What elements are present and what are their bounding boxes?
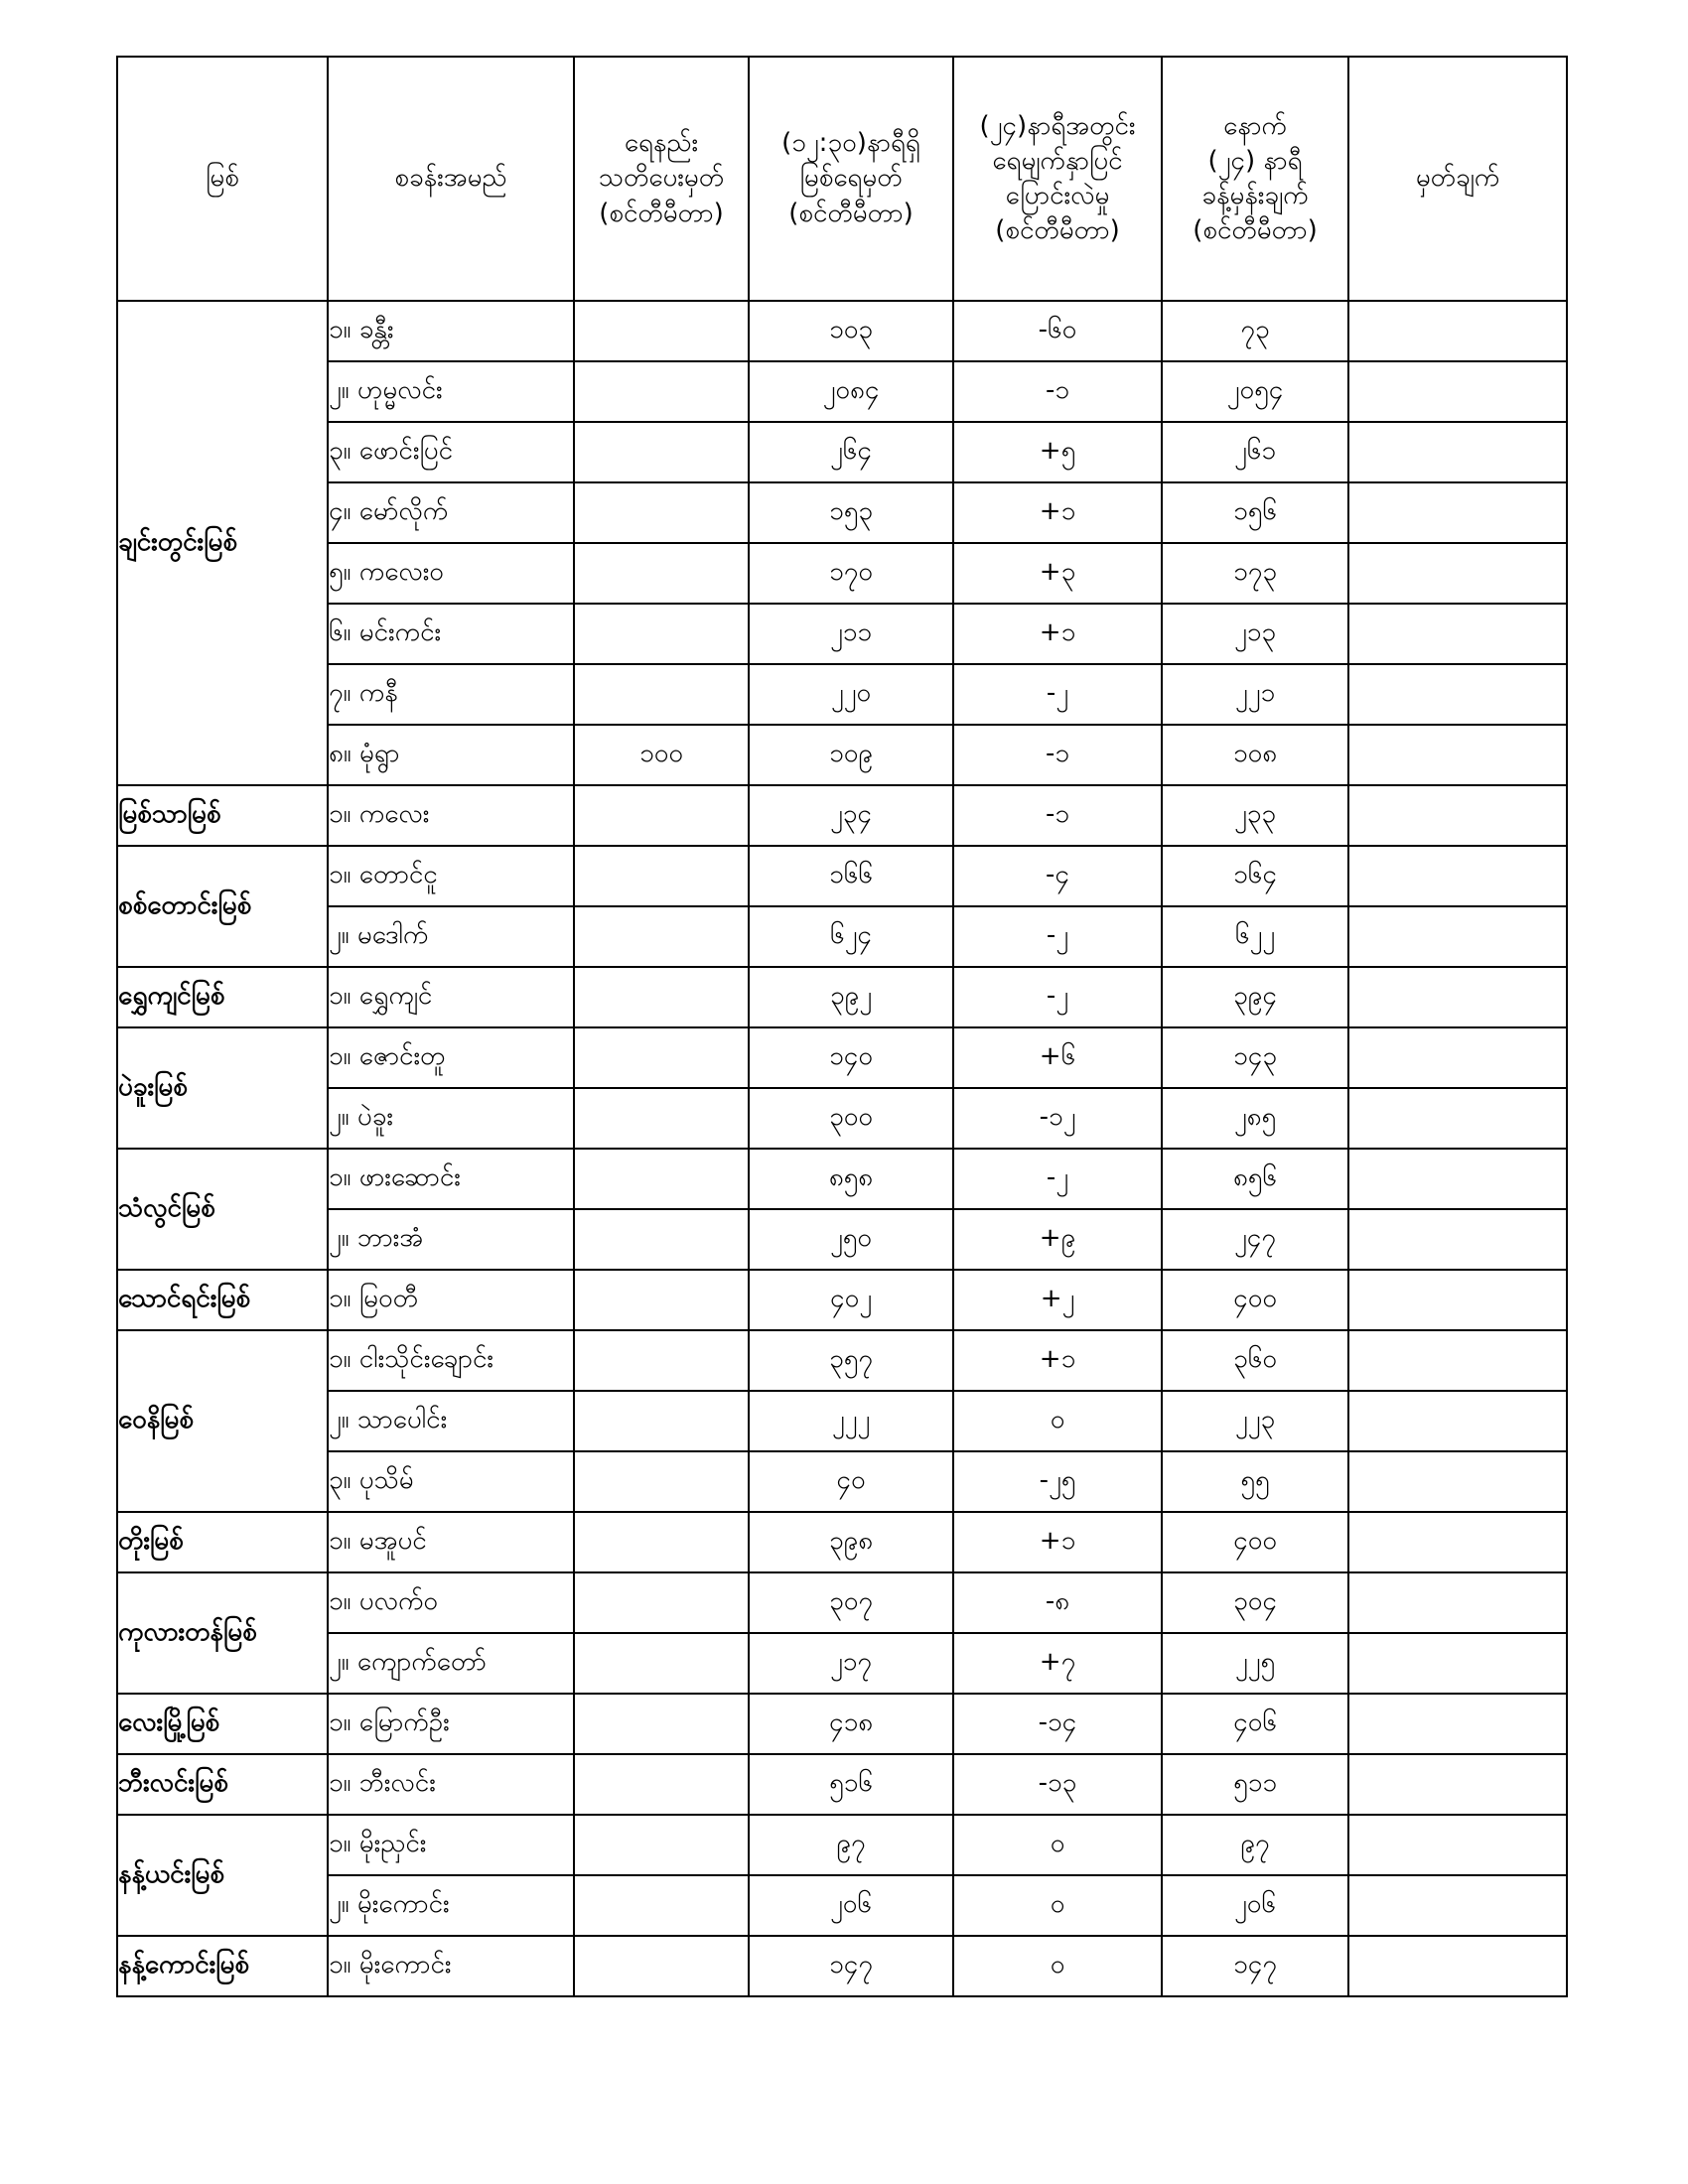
low-warning-cell: [574, 1512, 749, 1572]
river-level-table: [116, 56, 1568, 1997]
forecast-cell: ၂၂၅: [1162, 1633, 1348, 1694]
table-row: [117, 1936, 1567, 1996]
forecast-cell: ၂၂၁: [1162, 664, 1348, 725]
table-row: [117, 1027, 1567, 1088]
forecast-cell: ၁၄၃: [1162, 1027, 1348, 1088]
water-level-cell: ၄၀၂: [749, 1270, 953, 1330]
remark-cell: [1348, 482, 1567, 543]
level-change-cell: -၂: [953, 967, 1162, 1027]
forecast-cell: ၁၀၈: [1162, 725, 1348, 785]
forecast-cell: ၄၀၀: [1162, 1512, 1348, 1572]
table-row: [117, 1088, 1567, 1149]
header-text-line: (စင်တီမီတာ): [599, 198, 724, 228]
remark-cell: [1348, 1512, 1567, 1572]
remark-cell: [1348, 361, 1567, 422]
forecast-cell: ၂၁၃: [1162, 604, 1348, 664]
level-change-cell: -၄: [953, 846, 1162, 906]
low-warning-cell: ၁၀၀: [574, 725, 749, 785]
remark-cell: [1348, 422, 1567, 482]
low-warning-cell: [574, 1694, 749, 1754]
forecast-cell: ၁၅၆: [1162, 482, 1348, 543]
low-warning-cell: [574, 846, 749, 906]
level-change-cell: ၀: [953, 1875, 1162, 1936]
level-change-cell: +၁: [953, 482, 1162, 543]
header-text-line: သတိပေးမှတ်: [598, 163, 725, 194]
level-change-cell: +၇: [953, 1633, 1162, 1694]
low-warning-cell: [574, 1633, 749, 1694]
station-name-cell: ၂။ မဒေါက်: [328, 906, 574, 967]
river-name-cell: ရွှေကျင်မြစ်: [117, 967, 328, 1027]
remark-cell: [1348, 846, 1567, 906]
level-change-cell: +၃: [953, 543, 1162, 604]
station-name-cell: ၃။ ဖောင်းပြင်: [328, 422, 574, 482]
remark-cell: [1348, 1572, 1567, 1633]
station-name-cell: ၁။ ဖားဆောင်း: [328, 1149, 574, 1209]
header-text-line: ပြောင်းလဲမှု: [1005, 181, 1110, 210]
level-change-cell: -၆၀: [953, 301, 1162, 361]
level-change-cell: +၁: [953, 1512, 1162, 1572]
header-station: [328, 57, 574, 301]
table-row: [117, 1815, 1567, 1875]
remark-cell: [1348, 1209, 1567, 1270]
table-row: [117, 361, 1567, 422]
forecast-cell: ၉၇: [1162, 1815, 1348, 1875]
table-row: [117, 1270, 1567, 1330]
station-name-cell: ၂။ သာပေါင်း: [328, 1391, 574, 1451]
table-row: [117, 906, 1567, 967]
header-text-line: စခန်းအမည်: [394, 163, 507, 194]
station-name-cell: ၁။ ရွှေကျင်: [328, 967, 574, 1027]
level-change-cell: -၈: [953, 1572, 1162, 1633]
table-row: [117, 725, 1567, 785]
header-low-warning: [574, 57, 749, 301]
forecast-cell: ၃၉၄: [1162, 967, 1348, 1027]
level-change-cell: -၂၅: [953, 1451, 1162, 1512]
low-warning-cell: [574, 1754, 749, 1815]
forecast-cell: ၇၃: [1162, 301, 1348, 361]
station-name-cell: ၂။ ကျောက်တော်: [328, 1633, 574, 1694]
table-row: [117, 664, 1567, 725]
station-name-cell: ၇။ ကနီ: [328, 664, 574, 725]
low-warning-cell: [574, 1149, 749, 1209]
water-level-cell: ၂၁၇: [749, 1633, 953, 1694]
water-level-cell: ၁၇၀: [749, 543, 953, 604]
table-row: [117, 482, 1567, 543]
header-text-line: မှတ်ချက်: [1415, 163, 1500, 194]
remark-cell: [1348, 1633, 1567, 1694]
water-level-cell: ၁၀၃: [749, 301, 953, 361]
station-name-cell: ၁။ မိုးညှင်း: [328, 1815, 574, 1875]
remark-cell: [1348, 1270, 1567, 1330]
river-name-cell: တိုးမြစ်: [117, 1512, 328, 1572]
table-row: [117, 785, 1567, 846]
level-change-cell: ၀: [953, 1936, 1162, 1996]
forecast-cell: ၆၂၂: [1162, 906, 1348, 967]
remark-cell: [1348, 1936, 1567, 1996]
forecast-cell: ၃၀၄: [1162, 1572, 1348, 1633]
low-warning-cell: [574, 1451, 749, 1512]
water-level-cell: ၁၀၉: [749, 725, 953, 785]
table-row: [117, 422, 1567, 482]
forecast-cell: ၁၆၄: [1162, 846, 1348, 906]
station-name-cell: ၁။ မအူပင်: [328, 1512, 574, 1572]
level-change-cell: +၆: [953, 1027, 1162, 1088]
table-row: [117, 301, 1567, 361]
forecast-cell: ၅၅: [1162, 1451, 1348, 1512]
station-name-cell: ၃။ ပုသိမ်: [328, 1451, 574, 1512]
river-name-cell: နန့်ယင်းမြစ်: [117, 1815, 328, 1936]
river-name-cell: သောင်ရင်းမြစ်: [117, 1270, 328, 1330]
forecast-cell: ၂၆၁: [1162, 422, 1348, 482]
table-row: [117, 1754, 1567, 1815]
level-change-cell: +၁: [953, 1330, 1162, 1391]
level-change-cell: +၁: [953, 604, 1162, 664]
remark-cell: [1348, 1149, 1567, 1209]
forecast-cell: ၂၃၃: [1162, 785, 1348, 846]
forecast-cell: ၂၈၅: [1162, 1088, 1348, 1149]
low-warning-cell: [574, 1270, 749, 1330]
station-name-cell: ၁။ မြောက်ဦး: [328, 1694, 574, 1754]
table-row: [117, 1512, 1567, 1572]
water-level-cell: ၁၄၇: [749, 1936, 953, 1996]
level-change-cell: ၀: [953, 1815, 1162, 1875]
station-name-cell: ၁။ မိုးကောင်း: [328, 1936, 574, 1996]
water-level-cell: ၁၆၆: [749, 846, 953, 906]
forecast-cell: ၄၀၀: [1162, 1270, 1348, 1330]
header-24h-change: [953, 57, 1162, 301]
table-row: [117, 1209, 1567, 1270]
forecast-cell: ၂၄၇: [1162, 1209, 1348, 1270]
river-name-cell: ဝေနိမြစ်: [117, 1330, 328, 1512]
low-warning-cell: [574, 785, 749, 846]
header-text-line: ခန့်မှန်းချက်: [1201, 181, 1309, 210]
level-change-cell: -၁၃: [953, 1754, 1162, 1815]
water-level-cell: ၂၅၀: [749, 1209, 953, 1270]
river-name-cell: ပဲခူးမြစ်: [117, 1027, 328, 1149]
header-text-line: (စင်တီမီတာ): [788, 198, 914, 228]
level-change-cell: +၅: [953, 422, 1162, 482]
water-level-cell: ၁၄၀: [749, 1027, 953, 1088]
forecast-cell: ၃၆၀: [1162, 1330, 1348, 1391]
station-name-cell: ၁။ မြဝတီ: [328, 1270, 574, 1330]
remark-cell: [1348, 967, 1567, 1027]
forecast-cell: ၂၀၆: [1162, 1875, 1348, 1936]
header-river: [117, 57, 328, 301]
station-name-cell: ၂။ ပဲခူး: [328, 1088, 574, 1149]
table-row: [117, 1633, 1567, 1694]
low-warning-cell: [574, 543, 749, 604]
low-warning-cell: [574, 604, 749, 664]
water-level-cell: ၄၀: [749, 1451, 953, 1512]
low-warning-cell: [574, 1209, 749, 1270]
header-text-line: ရေမျက်နှာပြင်: [992, 145, 1123, 176]
station-name-cell: ၄။ မော်လိုက်: [328, 482, 574, 543]
water-level-cell: ၈၅၈: [749, 1149, 953, 1209]
remark-cell: [1348, 664, 1567, 725]
table-row: [117, 604, 1567, 664]
table-row: [117, 1391, 1567, 1451]
level-change-cell: -၁: [953, 785, 1162, 846]
low-warning-cell: [574, 1391, 749, 1451]
water-level-cell: ၂၃၄: [749, 785, 953, 846]
remark-cell: [1348, 906, 1567, 967]
station-name-cell: ၁။ ပလက်ဝ: [328, 1572, 574, 1633]
water-level-cell: ၂၂၀: [749, 664, 953, 725]
remark-cell: [1348, 543, 1567, 604]
remark-cell: [1348, 604, 1567, 664]
forecast-cell: ၅၁၁: [1162, 1754, 1348, 1815]
header-text-line: (စင်တီမီတာ): [1193, 215, 1318, 246]
water-level-cell: ၉၇: [749, 1815, 953, 1875]
water-level-cell: ၃၉၈: [749, 1512, 953, 1572]
river-name-cell: မြစ်သာမြစ်: [117, 785, 328, 846]
station-name-cell: ၁။ ငါးသိုင်းချောင်း: [328, 1330, 574, 1391]
station-name-cell: ၆။ မင်းကင်း: [328, 604, 574, 664]
remark-cell: [1348, 1391, 1567, 1451]
river-name-cell: ကုလားတန်မြစ်: [117, 1572, 328, 1694]
low-warning-cell: [574, 482, 749, 543]
water-level-cell: ၃၀၇: [749, 1572, 953, 1633]
station-name-cell: ၂။ ဘားအံ: [328, 1209, 574, 1270]
header-text-line: မြစ်ရေမှတ်: [799, 163, 903, 194]
table-row: [117, 846, 1567, 906]
header-current-level: [749, 57, 953, 301]
river-name-cell: ချင်းတွင်းမြစ်: [117, 301, 328, 785]
remark-cell: [1348, 1694, 1567, 1754]
header-text-line: (၂၄)နာရီအတွင်း: [979, 110, 1136, 141]
river-name-cell: နန့်ကောင်းမြစ်: [117, 1936, 328, 1996]
water-level-cell: ၃၉၂: [749, 967, 953, 1027]
forecast-cell: ၈၅၆: [1162, 1149, 1348, 1209]
station-name-cell: ၁။ ဇောင်းတူ: [328, 1027, 574, 1088]
level-change-cell: -၂: [953, 1149, 1162, 1209]
header-text-line: (စင်တီမီတာ): [995, 215, 1120, 246]
header-24h-forecast: [1162, 57, 1348, 301]
header-text-line: နောက်: [1223, 110, 1287, 141]
header-text-line: ရေနည်း: [624, 128, 699, 159]
table-row: [117, 1875, 1567, 1936]
low-warning-cell: [574, 301, 749, 361]
low-warning-cell: [574, 664, 749, 725]
station-name-cell: ၂။ မိုးကောင်း: [328, 1875, 574, 1936]
level-change-cell: -၂: [953, 664, 1162, 725]
low-warning-cell: [574, 361, 749, 422]
water-level-cell: ၂၀၆: [749, 1875, 953, 1936]
station-name-cell: ၁။ ခန္တီး: [328, 301, 574, 361]
low-warning-cell: [574, 1330, 749, 1391]
forecast-cell: ၂၀၅၄: [1162, 361, 1348, 422]
remark-cell: [1348, 301, 1567, 361]
water-level-cell: ၃၅၇: [749, 1330, 953, 1391]
header-text-line: မြစ်: [206, 163, 239, 194]
table-body: [117, 301, 1567, 1996]
water-level-cell: ၂၀၈၄: [749, 361, 953, 422]
low-warning-cell: [574, 1875, 749, 1936]
station-name-cell: ၈။ မုံရွာ: [328, 725, 574, 785]
table-row: [117, 1451, 1567, 1512]
low-warning-cell: [574, 1572, 749, 1633]
low-warning-cell: [574, 967, 749, 1027]
station-name-cell: ၁။ ကလေး: [328, 785, 574, 846]
remark-cell: [1348, 725, 1567, 785]
station-name-cell: ၁။ တောင်ငူ: [328, 846, 574, 906]
forecast-cell: ၄၀၆: [1162, 1694, 1348, 1754]
level-change-cell: -၁၂: [953, 1088, 1162, 1149]
low-warning-cell: [574, 1936, 749, 1996]
level-change-cell: ၀: [953, 1391, 1162, 1451]
water-level-cell: ၅၁၆: [749, 1754, 953, 1815]
level-change-cell: +၉: [953, 1209, 1162, 1270]
header-remarks: [1348, 57, 1567, 301]
table-row: [117, 967, 1567, 1027]
header-text-line: (၂၄) နာရီ: [1207, 145, 1303, 176]
table-header-row: [117, 57, 1567, 301]
river-name-cell: စစ်တောင်းမြစ်: [117, 846, 328, 967]
forecast-cell: ၁၄၇: [1162, 1936, 1348, 1996]
level-change-cell: -၁၄: [953, 1694, 1162, 1754]
remark-cell: [1348, 785, 1567, 846]
water-level-cell: ၂၁၁: [749, 604, 953, 664]
remark-cell: [1348, 1754, 1567, 1815]
forecast-cell: ၁၇၃: [1162, 543, 1348, 604]
water-level-cell: ၆၂၄: [749, 906, 953, 967]
table-row: [117, 1330, 1567, 1391]
water-level-cell: ၂၂၂: [749, 1391, 953, 1451]
remark-cell: [1348, 1451, 1567, 1512]
header-text-line: (၁၂:၃၀)နာရီရှိ: [781, 128, 920, 159]
table-row: [117, 543, 1567, 604]
station-name-cell: ၂။ ဟုမ္မလင်း: [328, 361, 574, 422]
forecast-cell: ၂၂၃: [1162, 1391, 1348, 1451]
remark-cell: [1348, 1875, 1567, 1936]
low-warning-cell: [574, 906, 749, 967]
level-change-cell: +၂: [953, 1270, 1162, 1330]
low-warning-cell: [574, 422, 749, 482]
remark-cell: [1348, 1088, 1567, 1149]
station-name-cell: ၁။ ဘီးလင်း: [328, 1754, 574, 1815]
low-warning-cell: [574, 1815, 749, 1875]
river-name-cell: ဘီးလင်းမြစ်: [117, 1754, 328, 1815]
river-name-cell: သံလွင်မြစ်: [117, 1149, 328, 1270]
level-change-cell: -၂: [953, 906, 1162, 967]
table-row: [117, 1694, 1567, 1754]
remark-cell: [1348, 1815, 1567, 1875]
water-level-cell: ၂၆၄: [749, 422, 953, 482]
river-name-cell: လေးမြို့မြစ်: [117, 1694, 328, 1754]
low-warning-cell: [574, 1088, 749, 1149]
table-row: [117, 1149, 1567, 1209]
water-level-cell: ၁၅၃: [749, 482, 953, 543]
water-level-cell: ၃၀၀: [749, 1088, 953, 1149]
water-level-cell: ၄၁၈: [749, 1694, 953, 1754]
station-name-cell: ၅။ ကလေးဝ: [328, 543, 574, 604]
remark-cell: [1348, 1027, 1567, 1088]
level-change-cell: -၁: [953, 725, 1162, 785]
low-warning-cell: [574, 1027, 749, 1088]
table-row: [117, 1572, 1567, 1633]
remark-cell: [1348, 1330, 1567, 1391]
level-change-cell: -၁: [953, 361, 1162, 422]
